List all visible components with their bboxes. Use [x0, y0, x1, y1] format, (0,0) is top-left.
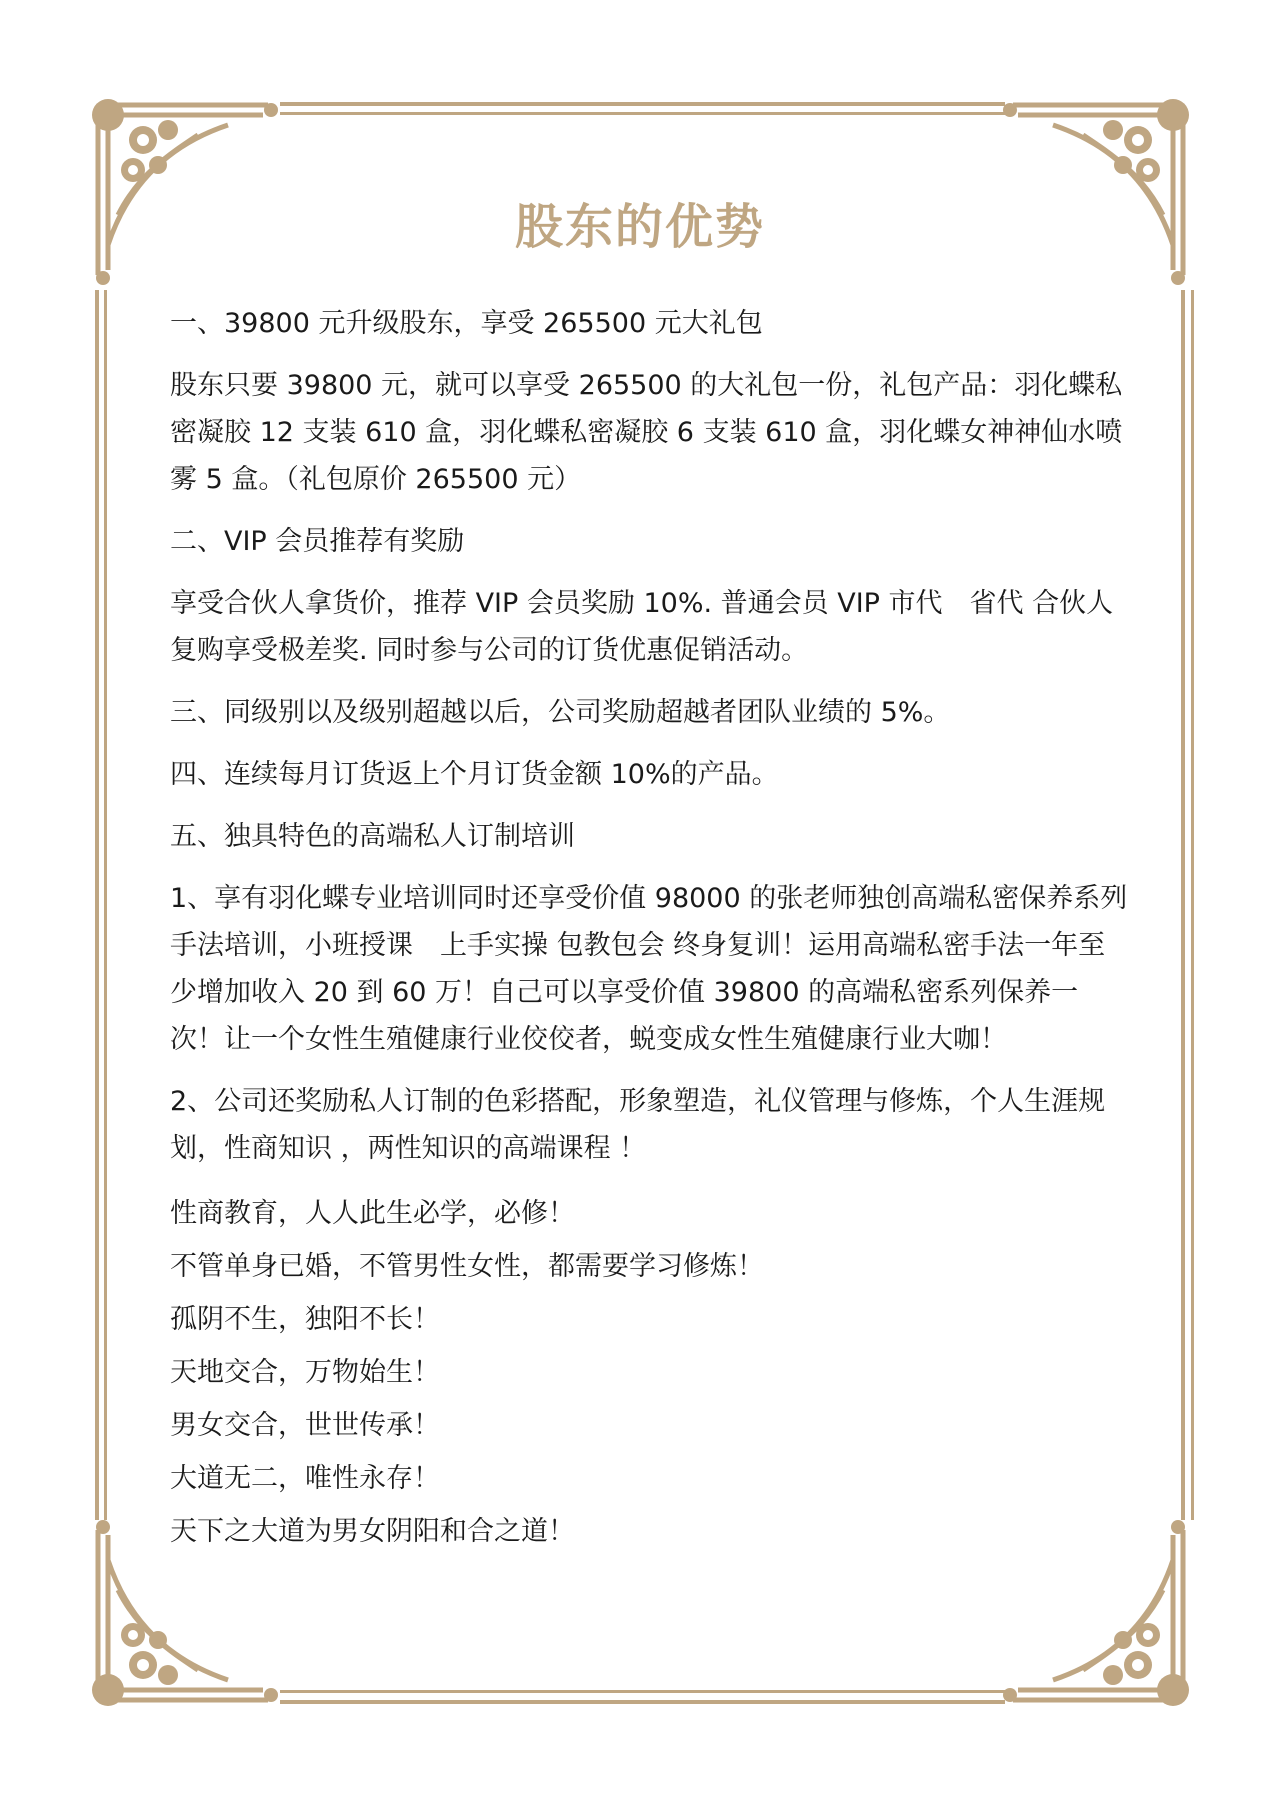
section-1-heading: 一、39800 元升级股东，享受 265500 元大礼包 — [170, 308, 763, 339]
closing-line: 天地交合，万物始生！ — [170, 1357, 440, 1388]
section-1-body: 股东只要 39800 元，就可以享受 265500 的大礼包一份，礼包产品：羽化蝶私密凝胶 12 支装 610 盒，羽化蝶私密凝胶 6 支装 610 盒，羽化蝶女神神仙水喷雾 5 盒。（礼包原价 265500 元） — [170, 370, 1123, 495]
section-5-item-1: 1、享有羽化蝶专业培训同时还享受价值 98000 的张老师独创高端私密保养系列手法培训，小班授课 上手实操 包教包会 终身复训！运用高端私密手法一年至少增加收入 20 到 60 万！自己可以享受价值 39800 的高端私密系列保养一次！让一个女性生殖健康行业佼佼者，蜕变成女性生殖健康行业大咖！ — [170, 883, 1128, 1055]
frame-top-line-inner — [280, 112, 1005, 115]
frame-right-line-outer — [1191, 290, 1194, 1520]
frame-bottom-line-outer — [280, 1700, 1005, 1704]
document-body — [170, 300, 1130, 1558]
closing-line: 不管单身已婚，不管男性女性，都需要学习修炼！ — [170, 1251, 764, 1282]
section-5-item-2: 2、公司还奖励私人订制的色彩搭配，形象塑造，礼仪管理与修炼，个人生涯规划，性商知识 ，两性知识的高端课程 ！ — [170, 1086, 1106, 1164]
closing-line: 大道无二，唯性永存！ — [170, 1463, 440, 1494]
frame-right-line-inner — [1181, 290, 1185, 1520]
closing-line: 孤阴不生，独阳不长！ — [170, 1304, 440, 1335]
section-2-heading: 二、VIP 会员推荐有奖励 — [170, 526, 465, 557]
closing-line: 性商教育，人人此生必学，必修！ — [170, 1198, 575, 1229]
section-5-heading: 五、独具特色的高端私人订制培训 — [170, 821, 575, 852]
section-4-heading: 四、连续每月订货返上个月订货金额 10%的产品。 — [170, 759, 779, 790]
section-3-heading: 三、同级别以及级别超越以后，公司奖励超越者团队业绩的 5%。 — [170, 697, 951, 728]
frame-bottom-line-inner — [280, 1690, 1005, 1693]
page-title: 股东的优势 — [514, 199, 765, 255]
frame-left-line-inner — [104, 290, 107, 1520]
closing-line: 天下之大道为男女阴阳和合之道！ — [170, 1516, 575, 1547]
section-2-body: 享受合伙人拿货价，推荐 VIP 会员奖励 10%. 普通会员 VIP 市代 省代 合伙人复购享受极差奖. 同时参与公司的订货优惠促销活动。 — [170, 588, 1114, 666]
frame-left-line-outer — [95, 290, 99, 1520]
frame-top-line-outer — [280, 102, 1005, 106]
closing-line: 男女交合，世世传承！ — [170, 1410, 440, 1441]
